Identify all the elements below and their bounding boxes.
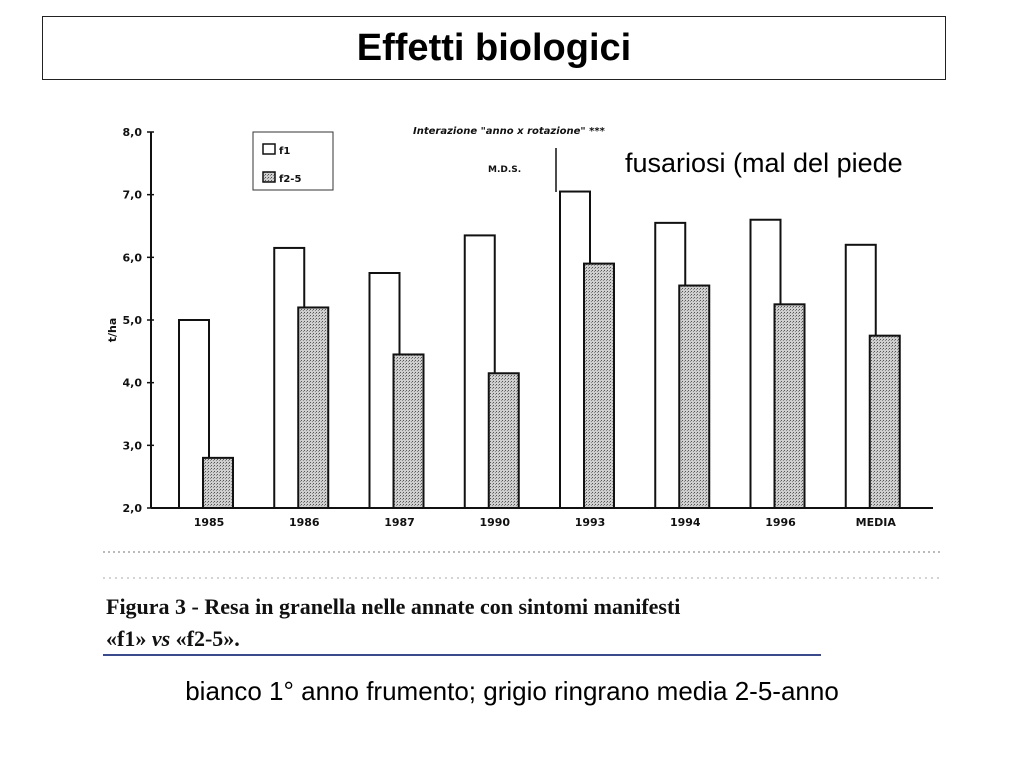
caption-vs: vs (151, 626, 171, 651)
figure-scan (103, 120, 940, 660)
x-tick-label: 1990 (479, 516, 511, 529)
caption-underline (103, 654, 821, 656)
caption-series-b: «f2-5». (175, 626, 240, 651)
x-tick-label: MEDIA (855, 516, 896, 529)
y-tick-label: 5,0 (122, 314, 142, 327)
y-tick-label: 4,0 (122, 376, 142, 390)
x-tick-label: 1987 (384, 516, 415, 529)
bar-f2-5-1986 (298, 307, 328, 508)
y-tick-label: 2,0 (122, 502, 142, 515)
bar-f2-5-1985 (203, 458, 233, 508)
slide-title-box (42, 16, 946, 80)
x-tick-label: 1993 (574, 516, 606, 529)
figure-caption-line-2 (106, 626, 240, 652)
legend-label-f2-5: f2-5 (279, 174, 302, 185)
y-tick-label: 7,0 (122, 188, 142, 202)
legend-swatch-f2-5 (263, 172, 275, 182)
y-axis-label: t/ha (106, 317, 119, 343)
x-tick-label: 1996 (765, 516, 796, 529)
legend-swatch-f1 (263, 144, 275, 154)
slide-title: Effetti biologici (356, 26, 632, 69)
fusariosi-note: fusariosi (mal del piede (625, 148, 903, 178)
bar-f2-5-1996 (775, 304, 805, 508)
mds-label: M.D.S. (488, 165, 522, 175)
chart-title: Interazione "anno x rotazione" *** (413, 126, 605, 137)
y-tick-label: 6,0 (122, 251, 142, 265)
x-tick-label: 1985 (193, 516, 225, 529)
slide-subtitle: bianco 1° anno frumento; grigio ringrano media 2-5-anno (185, 676, 839, 706)
caption-series-a: «f1» (106, 626, 147, 651)
bar-f2-5-1987 (394, 354, 424, 508)
bar-f2-5-1990 (489, 373, 519, 508)
y-tick-label: 8,0 (122, 126, 142, 139)
x-tick-label: 1994 (669, 516, 701, 529)
x-tick-label: 1986 (288, 516, 320, 529)
bar-f2-5-MEDIA (870, 336, 900, 508)
figure-caption-line-1: Figura 3 - Resa in granella nelle annate con sintomi manifesti (106, 594, 681, 619)
bar-f2-5-1994 (679, 286, 709, 508)
legend-label-f1: f1 (279, 146, 291, 157)
bar-chart (103, 120, 940, 660)
bar-f2-5-1993 (584, 264, 614, 508)
y-tick-label: 3,0 (122, 439, 142, 453)
